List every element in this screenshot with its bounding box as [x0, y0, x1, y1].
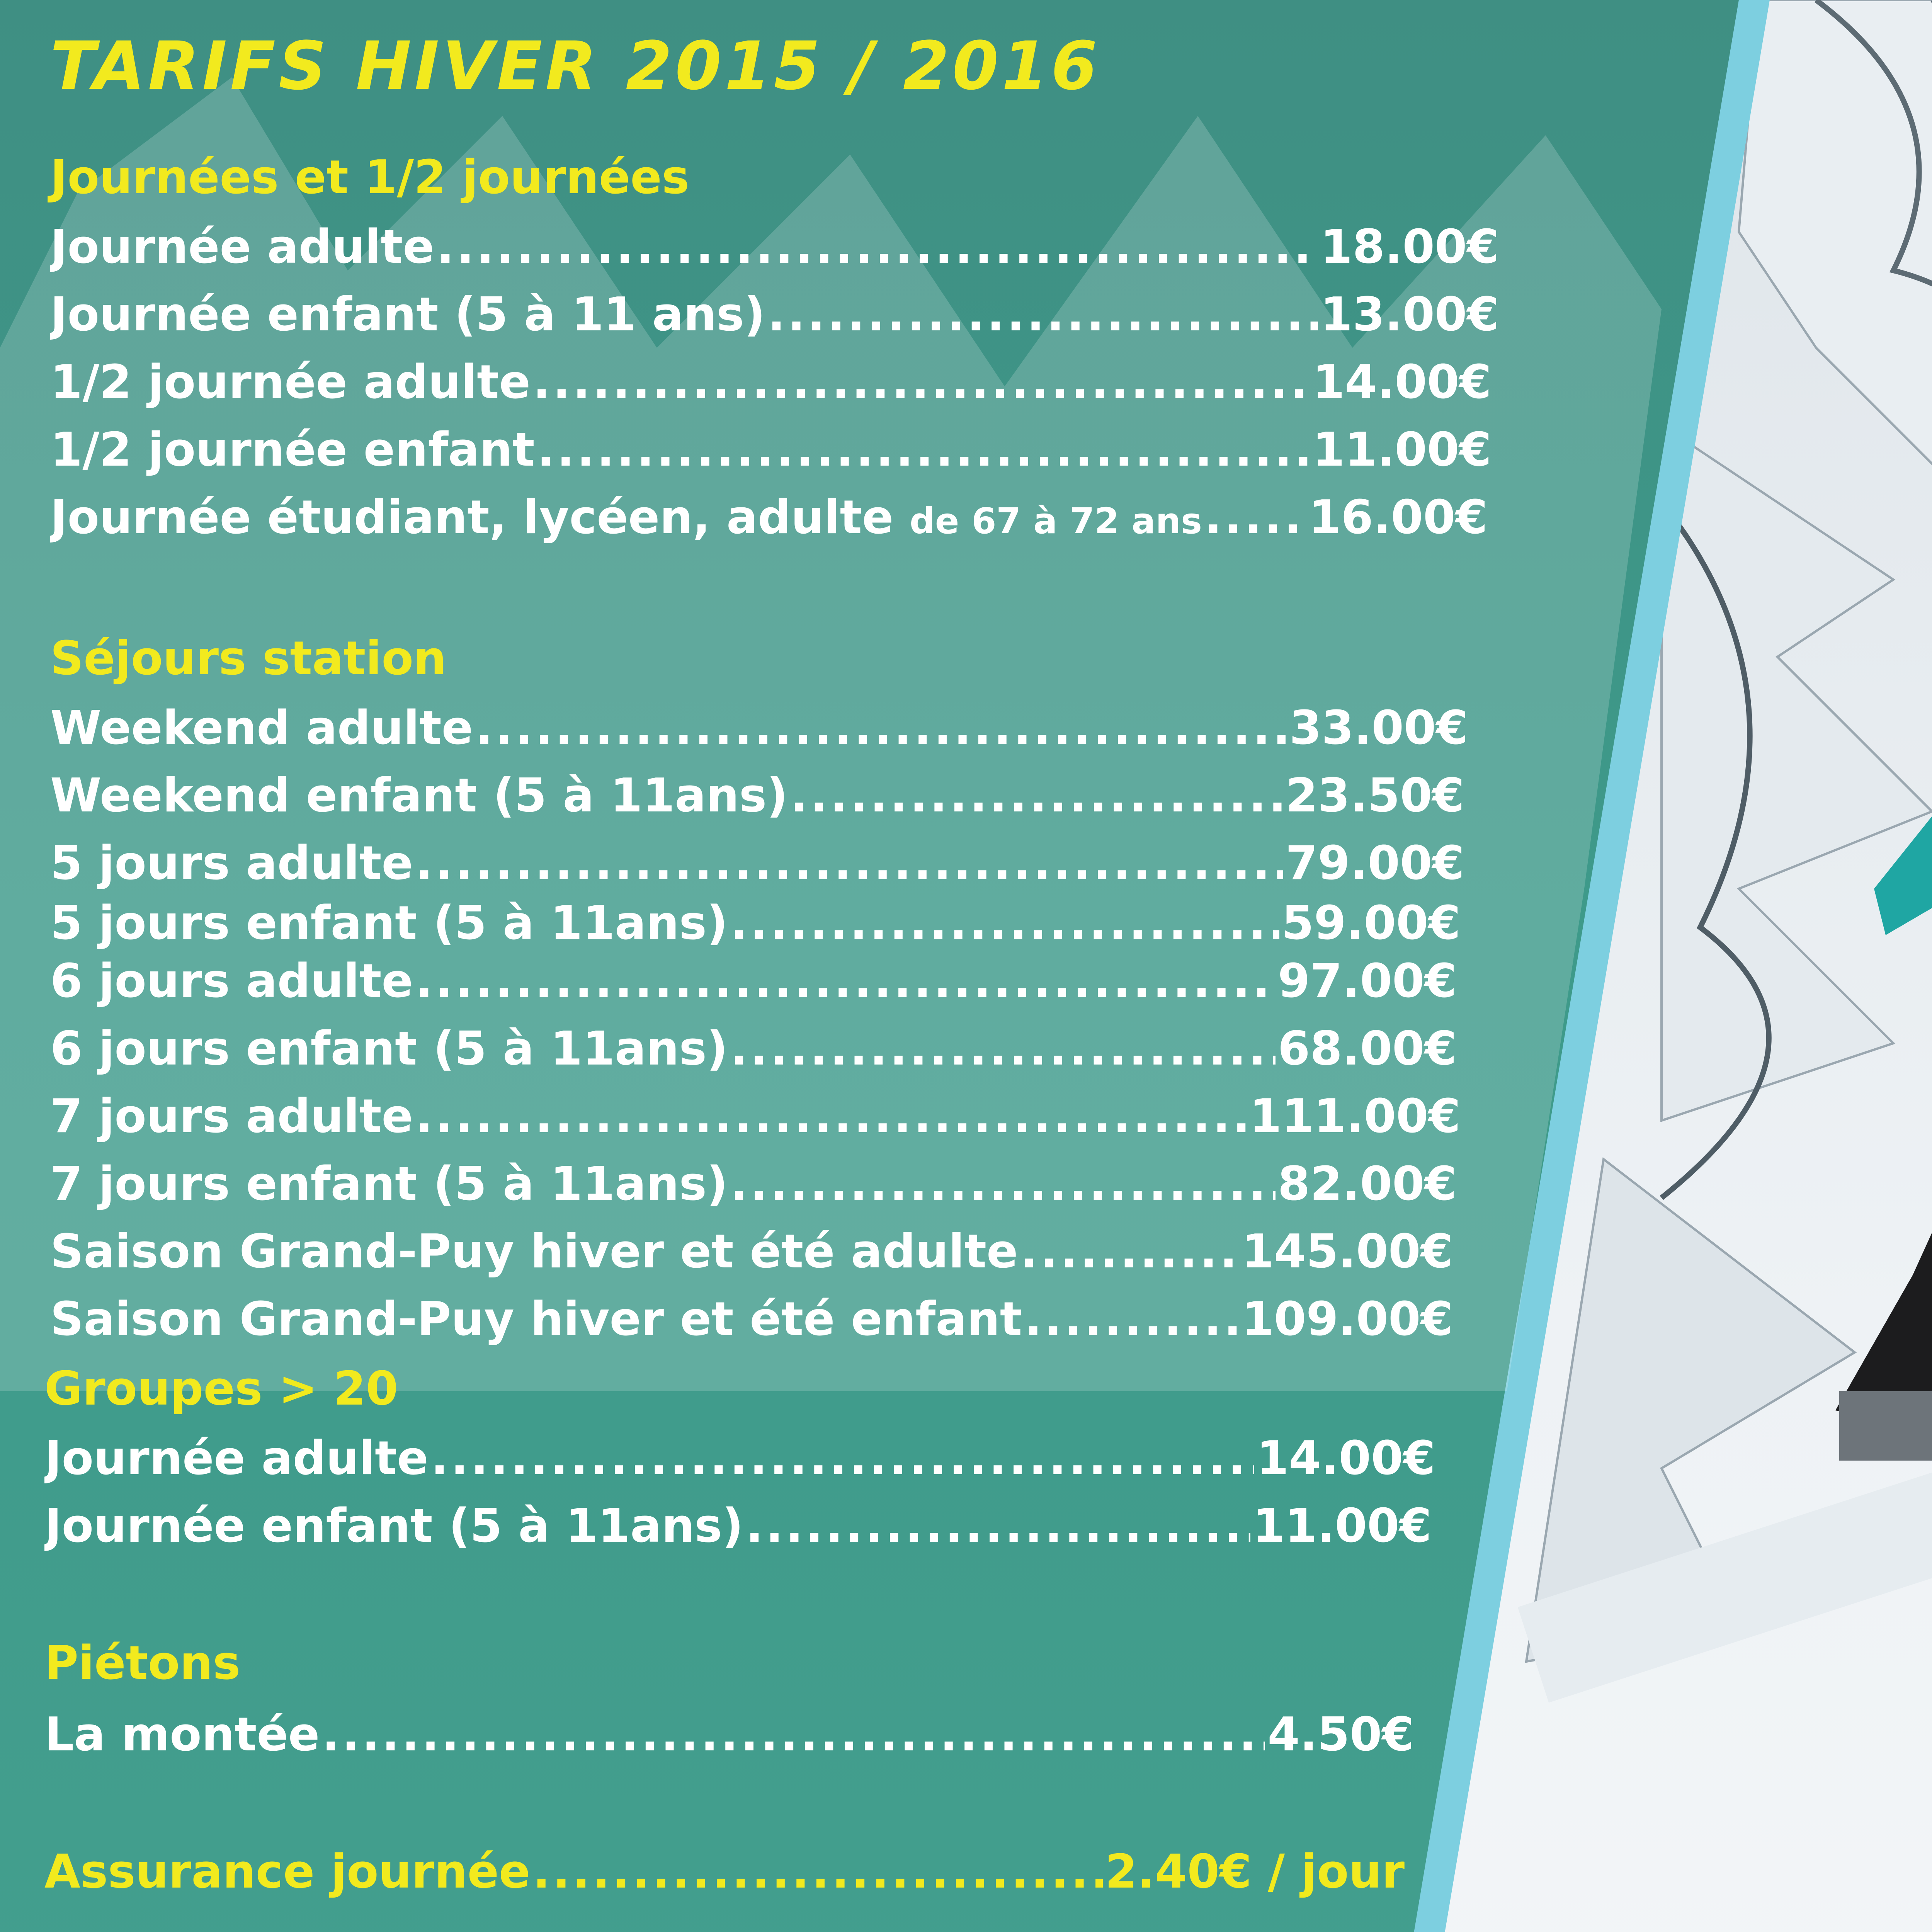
- price-row: Journée enfant (5 à 11ans) 11.00€ .....: [44, 1499, 1432, 1553]
- price-row: 6 jours adulte 97.00€ .....: [50, 954, 1457, 1008]
- price-row: 1/2 journée enfant 11.00€ .....: [50, 423, 1492, 477]
- price-row: 1/2 journée adulte 14.00€ .....: [50, 355, 1492, 409]
- price-row: Saison Grand-Puy hiver et été adulte 145.00€ .....: [50, 1225, 1453, 1279]
- page-title: TARIFS HIVER 2015 / 2016: [50, 27, 1100, 105]
- section-heading-journees: Journées et 1/2 journées: [50, 151, 690, 204]
- section-heading-sejours: Séjours station: [50, 632, 447, 685]
- price-row: 5 jours adulte 79.00€ .....: [50, 837, 1464, 890]
- section-heading-groupes: Groupes > 20: [44, 1362, 398, 1416]
- price-row: 7 jours adulte 111.00€ .....: [50, 1090, 1461, 1143]
- assurance-row: Assurance journée 2.40€ / jour .....: [44, 1845, 1405, 1899]
- price-row: Weekend enfant (5 à 11ans) 23.50€ .....: [50, 769, 1464, 823]
- price-row: 5 jours enfant (5 à 11ans) 59.00€ .....: [50, 896, 1461, 950]
- price-row: La montée 4.50€ .....: [44, 1708, 1414, 1762]
- price-row: Saison Grand-Puy hiver et été enfant 109.00€ .....: [50, 1293, 1453, 1346]
- price-row: Journée adulte 18.00€ .....: [50, 220, 1499, 274]
- section-heading-pietons: Piétons: [44, 1636, 241, 1690]
- price-row: Journée étudiant, lycéen, adulte de 67 à 72 ans 16.00€ .....: [50, 491, 1488, 544]
- price-row: 6 jours enfant (5 à 11ans) 68.00€ .....: [50, 1022, 1457, 1076]
- price-row: Weekend adulte 33.00€ .....: [50, 701, 1468, 755]
- price-row: 7 jours enfant (5 à 11ans) 82.00€ .....: [50, 1157, 1457, 1211]
- price-row: Journée enfant (5 à 11 ans) 13.00€ .....: [50, 288, 1499, 342]
- price-row: Journée adulte 14.00€ .....: [44, 1432, 1435, 1485]
